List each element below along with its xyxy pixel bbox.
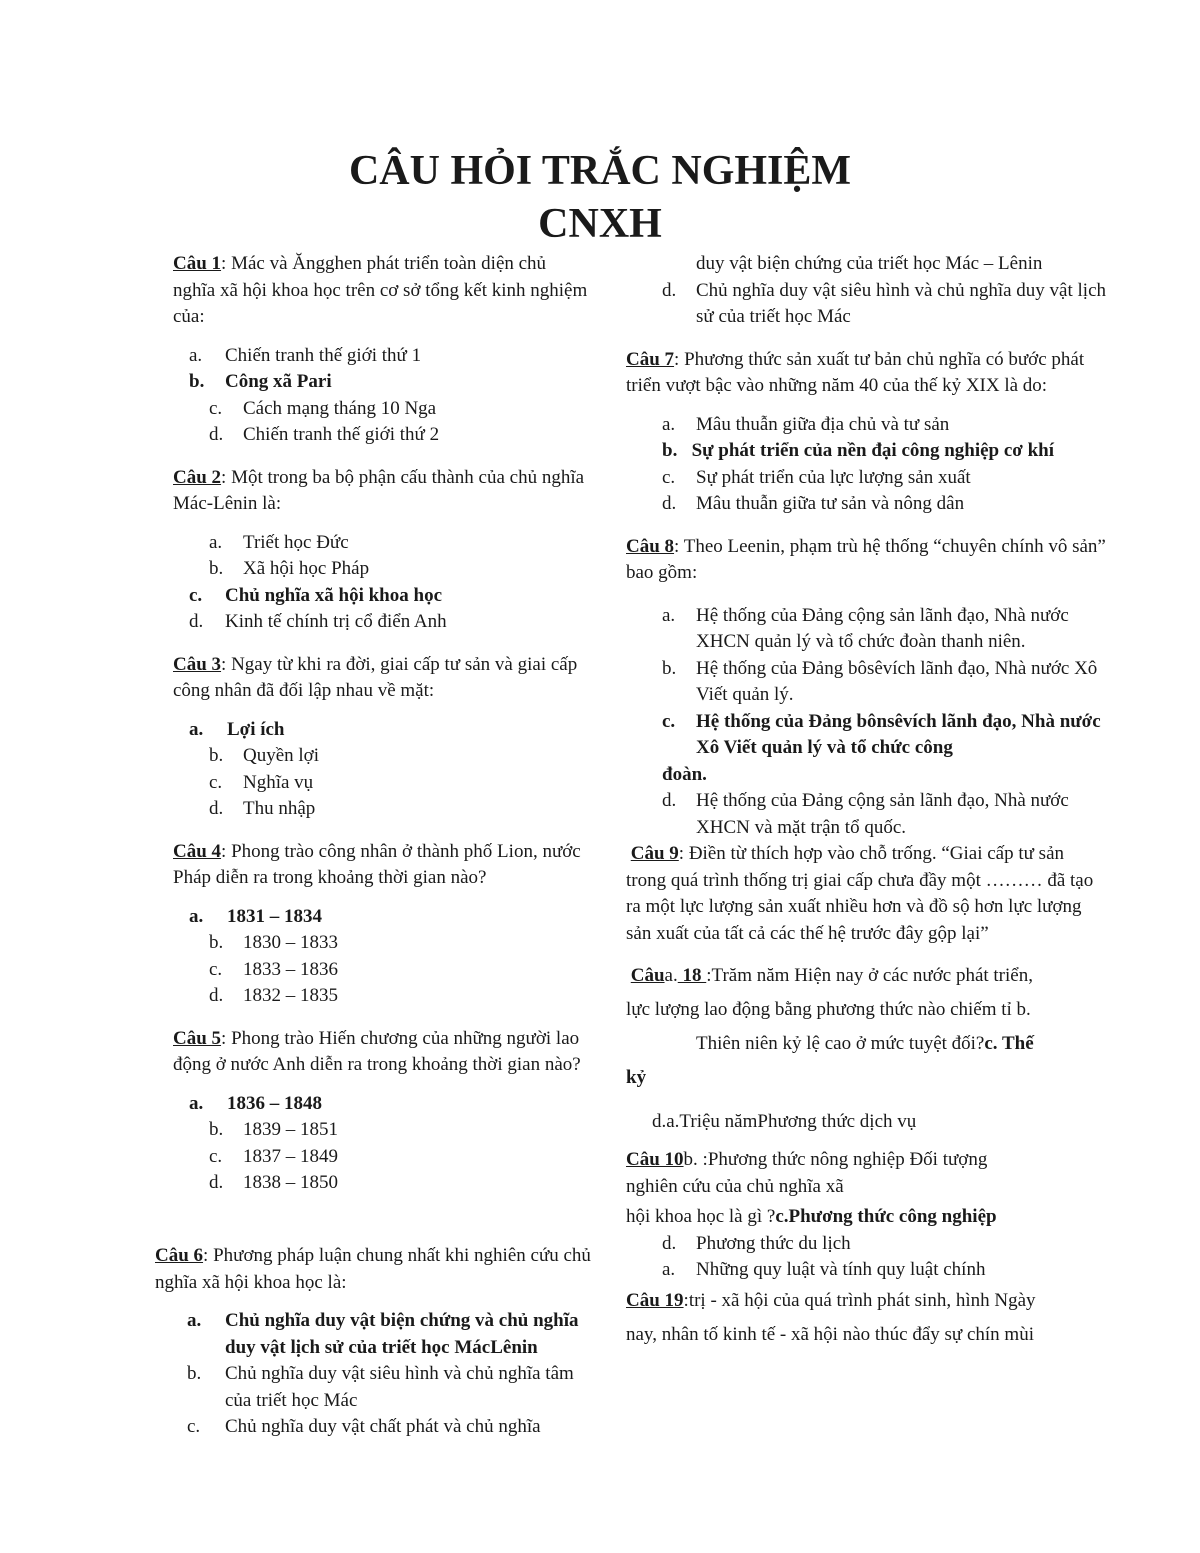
option	[209, 1170, 593, 1197]
left-column	[173, 251, 593, 1197]
question-label: Câu 7	[626, 348, 675, 370]
option-marker: a.	[662, 1259, 676, 1280]
question-label: Câu 2	[173, 466, 222, 488]
option	[662, 491, 1106, 518]
option	[209, 796, 593, 823]
question-10	[626, 1147, 1106, 1284]
question-8	[626, 534, 1106, 587]
option-text: 1839 – 1851	[243, 1119, 338, 1140]
question-label: Câu 6	[155, 1245, 204, 1266]
option	[209, 930, 593, 957]
option-correct	[189, 1091, 593, 1118]
option-text: Triết học Đức	[243, 531, 349, 553]
option-text: Chủ nghĩa duy vật biện chứng và chủ nghĩa duy vật lịch sử của triết học MácLênin	[225, 1310, 579, 1358]
option-marker: c.	[209, 771, 223, 793]
question-label: Câu 8	[626, 535, 675, 557]
option-text: c. Thế	[984, 1033, 1034, 1054]
option	[662, 412, 1106, 439]
option-marker: d.	[662, 790, 677, 811]
option-text: Chiến tranh thế giới thứ 2	[243, 424, 440, 445]
option-marker: a.	[189, 344, 203, 366]
option-correct	[662, 709, 1106, 762]
question-text: :trị - xã hội của quá trình phát sinh, hình Ngày	[683, 1289, 1036, 1311]
option-marker: d.	[209, 985, 224, 1006]
option-text: Chủ nghĩa duy vật chất phát và chủ nghĩa	[225, 1416, 541, 1437]
option-text: Hệ thống của Đảng bônsêvích lãnh đạo, Nhà nước Xô Viết quản lý và tổ chức công	[696, 710, 1101, 758]
option-marker: d.	[209, 798, 224, 819]
left-column-bottom	[155, 1243, 593, 1441]
option-marker: b.	[662, 440, 678, 461]
question-text: : Mác và Ăngghen phát triển toàn diện chủ nghĩa xã hội khoa học trên cơ sở tổng kết kinh nghiệm của:	[173, 253, 588, 327]
option-text: Chủ nghĩa duy vật siêu hình và chủ nghĩa tâm của triết học Mác	[225, 1363, 574, 1411]
option-marker: a.	[662, 413, 676, 435]
option-marker: b.	[209, 558, 224, 579]
option-marker: a.	[664, 965, 678, 986]
question-9	[626, 841, 1106, 947]
question-label: Câu 1	[173, 253, 222, 274]
option-correct	[189, 583, 593, 610]
option	[209, 957, 593, 984]
option-marker: c.	[209, 1145, 223, 1167]
question-text: : Ngay từ khi ra đời, giai cấp tư sản và giai cấp công nhân đã đối lập nhau về mặt:	[173, 653, 578, 701]
option	[209, 983, 593, 1010]
option-text: Hệ thống của Đảng cộng sản lãnh đạo, Nhà nước XHCN quản lý và tổ chức đoàn thanh niên.	[696, 604, 1069, 652]
option	[189, 343, 593, 370]
option	[189, 609, 593, 636]
option	[209, 396, 593, 423]
question-text: : Một trong ba bộ phận cấu thành của chủ nghĩa Mác-Lênin là:	[173, 466, 585, 514]
question-text: :Trăm năm Hiện nay ở các nước phát triển,	[706, 965, 1033, 986]
option-marker: a.	[662, 604, 676, 626]
option-text: Công xã Pari	[225, 371, 332, 392]
option-text: 1831 – 1834	[227, 905, 322, 927]
option-text: Quyền lợi	[243, 745, 320, 766]
option-text: Những quy luật và tính quy luật chính	[696, 1259, 986, 1280]
option-marker: a.	[189, 718, 204, 740]
option-text: Cách mạng tháng 10 Nga	[243, 397, 437, 419]
option	[662, 656, 1106, 709]
option-marker: c.	[209, 397, 223, 419]
option-marker: a.	[209, 531, 223, 553]
question-6	[155, 1243, 593, 1296]
option	[209, 770, 593, 797]
option	[209, 556, 593, 583]
option	[209, 1117, 593, 1144]
option	[662, 1231, 1106, 1258]
option-marker: c.	[662, 710, 676, 732]
option-text: Xã hội học Pháp	[243, 558, 370, 579]
option	[187, 1414, 593, 1441]
option-continued: đoàn.	[662, 763, 707, 785]
option	[662, 278, 1106, 331]
option-text: 1830 – 1833	[243, 932, 338, 953]
option-marker: d.	[209, 424, 224, 445]
right-column	[626, 251, 1106, 1352]
option-text: Hệ thống của Đảng bôsêvích lãnh đạo, Nhà nước Xô Viết quản lý.	[696, 657, 1098, 705]
option-text: d.a.Triệu nămPhương thức dịch vụ	[652, 1111, 917, 1132]
option-correct	[189, 369, 593, 396]
option	[187, 1361, 593, 1414]
option-marker: a.	[187, 1310, 202, 1331]
option-marker: c.	[189, 584, 203, 606]
option-marker: b.	[187, 1363, 202, 1384]
question-label: Câu 5	[173, 1027, 222, 1049]
question-3	[173, 652, 593, 705]
question-text: : Phong trào công nhân ở thành phố Lion, nước Pháp diễn ra trong khoảng thời gian nào?	[173, 840, 581, 888]
option-text: 1833 – 1836	[243, 958, 338, 980]
option-marker: b.	[209, 745, 224, 766]
option-correct	[187, 1308, 593, 1361]
option-text: Sự phát triển của nền đại công nghiệp cơ khí	[691, 440, 1054, 461]
question-5	[173, 1026, 593, 1079]
option-marker: a.	[189, 905, 204, 927]
option-marker: b.	[209, 932, 224, 953]
option-marker: d.	[209, 1172, 224, 1193]
question-text: : Phong trào Hiến chương của những người lao động ở nước Anh diễn ra trong khoảng thời gian nào?	[173, 1027, 581, 1075]
question-label: Câu 4	[173, 840, 222, 862]
document-subtitle: CNXH	[538, 201, 662, 247]
option-marker: d.	[189, 611, 204, 632]
option-text: Chủ nghĩa xã hội khoa học	[225, 584, 442, 606]
question-text: Thiên niên kỷ lệ cao ở mức tuyệt đối?	[696, 1033, 985, 1054]
question-label: Câu	[630, 965, 665, 986]
option-marker: b.	[662, 657, 677, 679]
question-text: : Theo Leenin, phạm trù hệ thống “chuyên chính vô sản” bao gồm:	[626, 535, 1106, 583]
option-text: Kinh tế chính trị cổ điển Anh	[225, 611, 447, 632]
option-text: Nghĩa vụ	[243, 771, 314, 793]
option	[209, 743, 593, 770]
option-text: Mâu thuẫn giữa tư sản và nông dân	[696, 493, 965, 514]
option	[209, 530, 593, 557]
option-text: Chiến tranh thế giới thứ 1	[225, 344, 422, 366]
option-marker: d.	[662, 1232, 677, 1254]
option-marker: c.	[209, 958, 223, 980]
option-text: Lợi ích	[227, 718, 285, 740]
option-text: 1838 – 1850	[243, 1172, 338, 1193]
question-text: b. :Phương thức nông nghiệp Đối tượng	[683, 1149, 988, 1170]
question-text: : Phương thức sản xuất tư bản chủ nghĩa có bước phát triển vượt bậc vào những năm 40 của thế kỷ XIX là do:	[626, 348, 1085, 396]
question-text: : Phương pháp luận chung nhất khi nghiên cứu chủ nghĩa xã hội khoa học là:	[155, 1245, 591, 1293]
option-text: 1836 – 1848	[227, 1092, 322, 1114]
question-7	[626, 347, 1106, 400]
option	[209, 422, 593, 449]
question-text: hội khoa học là gì ?	[626, 1206, 776, 1227]
option-continued: duy vật biện chứng của triết học Mác – Lênin	[696, 253, 1043, 274]
question-4	[173, 839, 593, 892]
option-marker: c.	[187, 1416, 201, 1437]
question-label: 18	[677, 965, 707, 986]
question-text: nghiên cứu của chủ nghĩa xã	[626, 1175, 844, 1197]
question-text: nay, nhân tố kinh tế - xã hội nào thúc đẩy sự chín mùi	[626, 1323, 1034, 1345]
option	[662, 788, 1106, 841]
option-text: kỷ	[626, 1067, 647, 1088]
option-marker: a.	[189, 1092, 204, 1114]
option-text: Thu nhập	[243, 798, 316, 819]
question-label: Câu 3	[173, 653, 222, 675]
option-text: 1837 – 1849	[243, 1145, 338, 1167]
option-text: 1832 – 1835	[243, 985, 338, 1006]
option	[662, 465, 1106, 492]
question-18	[626, 959, 1106, 1139]
question-1	[173, 251, 593, 331]
document-title: CÂU HỎI TRẮC NGHIỆM	[348, 148, 852, 194]
option-marker: d.	[662, 279, 677, 301]
option-marker: d.	[662, 493, 677, 514]
question-19	[626, 1284, 1106, 1352]
option-correct	[662, 438, 1106, 465]
option-text: Phương thức du lịch	[696, 1232, 851, 1254]
question-label: Câu 10	[626, 1149, 684, 1170]
option	[662, 603, 1106, 656]
question-text: lực lượng lao động bằng phương thức nào chiếm tỉ b.	[626, 999, 1031, 1020]
option-marker: b.	[189, 371, 205, 392]
option-marker: b.	[209, 1119, 224, 1140]
question-label: Câu 19	[626, 1289, 684, 1311]
option-text: c.Phương thức công nghiệp	[775, 1206, 997, 1227]
option-marker: c.	[662, 466, 676, 488]
question-text: : Điền từ thích hợp vào chỗ trống. “Giai cấp tư sản trong quá trình thống trị giai cấp chưa đầy một ……… đã tạo ra một lực lượng sản xuất nhiều hơn và đồ sộ hơn lực lượng sản xuất của tất cả các thế hệ trước đây gộp lại”	[626, 843, 1094, 944]
option-text: Hệ thống của Đảng cộng sản lãnh đạo, Nhà nước XHCN và mặt trận tổ quốc.	[696, 790, 1069, 838]
option-correct	[189, 717, 593, 744]
question-label: Câu 9	[630, 843, 679, 864]
option-text: Sự phát triển của lực lượng sản xuất	[696, 466, 971, 488]
option-correct	[189, 904, 593, 931]
option	[209, 1144, 593, 1171]
option	[662, 1257, 1106, 1284]
question-2	[173, 465, 593, 518]
option-text: Mâu thuẫn giữa địa chủ và tư sản	[696, 413, 950, 435]
option-text: Chủ nghĩa duy vật siêu hình và chủ nghĩa duy vật lịch sử của triết học Mác	[696, 279, 1107, 327]
